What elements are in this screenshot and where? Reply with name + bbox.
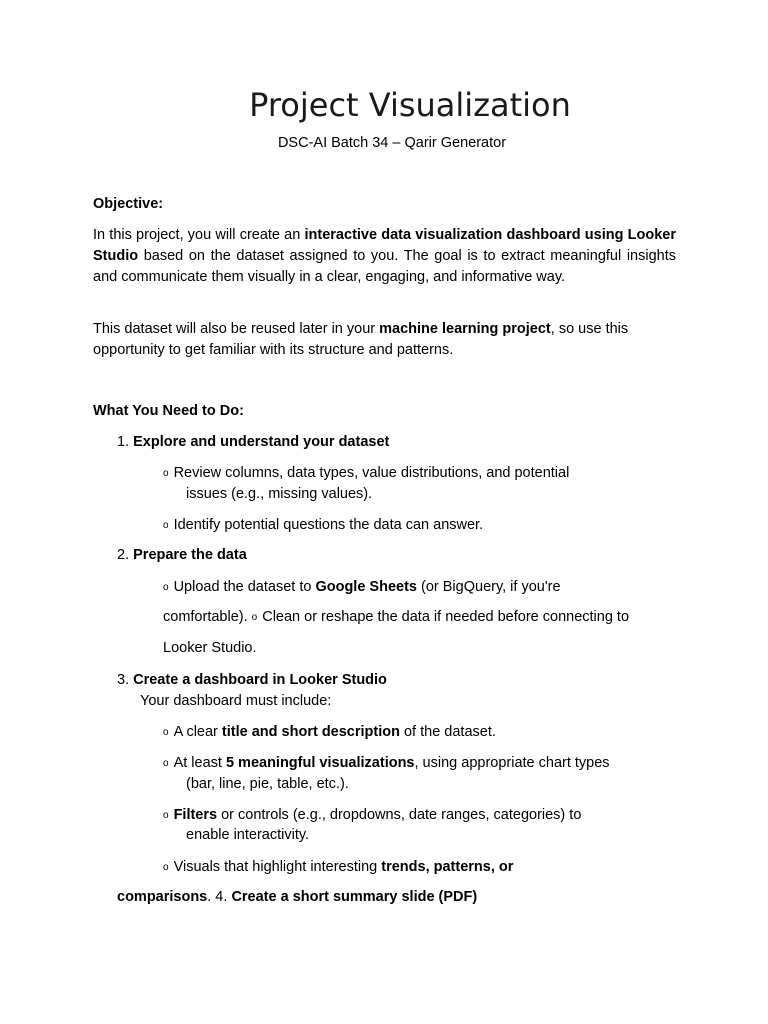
step-3-bullet-3 [163,807,581,823]
bullet-circle-icon: o [163,582,169,593]
step-4-label: Create a short summary slide (PDF) [231,889,478,905]
step-2-bullet-1-text-continued: (or BigQuery, if you're [416,579,561,595]
step-2-line-3: Looker Studio. [163,640,257,656]
step-3-label: Create a dashboard in Looker Studio [133,672,387,688]
step-3-bullet-1 [163,724,496,740]
step-3-bullet-1-text: A clear [173,724,222,740]
objective-p2-text-continued: , so use this opportunity to get familiar with its structure and patterns. [93,321,629,358]
step-3-bullet-3-bold: Filters [173,807,218,823]
step-1-bullet-1-line-2: issues (e.g., missing values). [186,486,373,502]
step-3-bullet-4-bold-continued: comparisons [117,889,208,905]
step-3-bullet-2-text-continued: , using appropriate chart types [414,755,610,771]
objective-heading-text: Objective: [93,196,164,212]
bullet-circle-icon: o [163,520,169,531]
bullet-circle-icon: o [251,612,258,623]
step-1-bullet-2 [163,517,483,533]
bullet-circle-icon: o [163,727,169,738]
step-3-heading [117,672,387,688]
bullet-circle-icon: o [163,810,169,821]
page-title: Project Visualization [249,86,571,124]
objective-p1-bold: interactive data visualization dashboard using Looker Studio [93,227,676,264]
tasks-heading [93,403,244,419]
step-1-label: Explore and understand your dataset [133,434,390,450]
step-3-bullet-3-text: or controls (e.g., dropdowns, date ranges, categories) to [217,807,582,823]
step-2-bullet-2-text: Clean or reshape the data if needed before connecting to [262,609,630,625]
objective-p2-bold: machine learning project [379,321,551,337]
step-3-bullet-4-text: Visuals that highlight interesting [173,859,382,875]
page-subtitle: DSC-AI Batch 34 – Qarir Generator [277,135,507,151]
step-3-bullet-4-bold: trends, patterns, or [381,859,514,875]
step-1-bullet-2-text: Identify potential questions the data can answer. [173,517,484,533]
bullet-circle-icon: o [163,862,169,873]
step-3-bullet-4-continued [117,889,477,905]
step-3-bullet-2-line-2: (bar, line, pie, table, etc.). [186,776,349,792]
step-3-bullet-2-text: At least [173,755,226,771]
step-1-bullet-1-text: Review columns, data types, value distributions, and potential [173,465,570,481]
step-2-label: Prepare the data [133,547,247,563]
objective-paragraph-1 [93,225,676,288]
step-1-bullet-1 [163,465,569,481]
objective-p2-text: This dataset will also be reused later in your [93,321,380,337]
step-2-bullet-1-bold: Google Sheets [315,579,417,595]
step-4-number: . 4. [207,889,232,905]
objective-p1-text-continued: based on the dataset assigned to you. The goal is to extract meaningful insights and communicate them visually in a clear, engaging, and informative way. [93,248,676,285]
step-2-number: 2. [117,547,134,563]
step-3-bullet-1-text-continued: of the dataset. [399,724,496,740]
objective-p1-text: In this project, you will create an [93,227,305,243]
step-3-intro: Your dashboard must include: [140,693,332,709]
step-2-bullet-1 [163,579,561,595]
objective-heading [93,196,163,212]
step-1-number: 1. [117,434,134,450]
bullet-circle-icon: o [163,468,169,479]
step-3-bullet-1-bold: title and short description [221,724,400,740]
step-1-heading [117,434,389,450]
step-2-heading [117,547,247,563]
step-2-line-2-text: comfortable). [163,609,252,625]
step-3-number: 3. [117,672,134,688]
tasks-heading-text: What You Need to Do: [93,403,244,419]
objective-paragraph-2 [93,319,676,361]
step-2-line-2 [163,609,629,625]
step-3-bullet-3-line-2: enable interactivity. [186,827,310,843]
bullet-circle-icon: o [163,758,169,769]
step-3-bullet-2-bold: 5 meaningful visualizations [225,755,415,771]
step-3-bullet-4 [163,859,513,875]
step-2-bullet-1-text: Upload the dataset to [173,579,316,595]
step-3-bullet-2 [163,755,610,771]
